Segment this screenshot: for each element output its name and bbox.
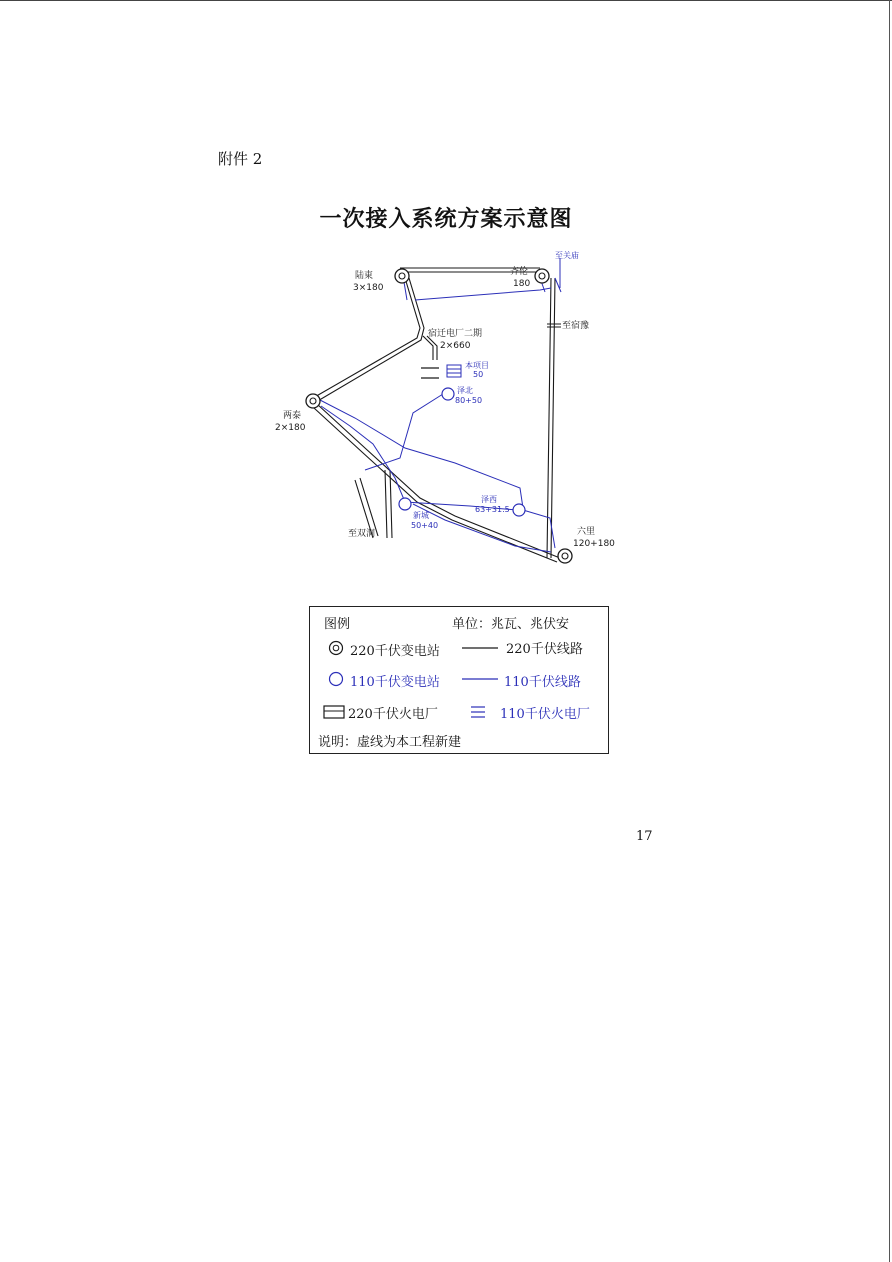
label-to-guanmiao: 至关庙 [555, 251, 579, 260]
suyu-lead [547, 319, 589, 331]
suqian-plant-name: 宿迁电厂二期 [428, 329, 483, 339]
sub220-icon [328, 640, 344, 656]
legend-title: 图例 [324, 617, 351, 632]
page-right-border [889, 0, 890, 1262]
line-110-zexi-liuli [523, 510, 555, 548]
project-name: 本项目 [465, 361, 489, 370]
xincheng-name: 新城 [413, 511, 429, 520]
attachment-label: 附件 2 [218, 150, 263, 168]
lumeng-name: 陆東 [355, 271, 374, 281]
legend-sub110-label: 110千伏变电站 [350, 675, 440, 690]
zexi-name: 泽西 [481, 495, 497, 504]
diagram-title: 一次接入系统方案示意图 [319, 206, 573, 232]
label-to-suyu: 至宿豫 [562, 321, 590, 331]
liangtai-capacity: 2×180 [275, 423, 306, 433]
grid-diagram [255, 248, 645, 578]
lumeng-capacity: 3×180 [353, 283, 384, 293]
xincheng-capacity: 50+40 [411, 521, 439, 530]
lumeng-substation [353, 269, 409, 293]
legend-plant220-label: 220千伏火电厂 [348, 707, 438, 722]
liuli-substation [558, 526, 615, 563]
qilun-name: 齐伦 [510, 267, 529, 277]
line220-icon [460, 640, 500, 656]
legend-line220-label: 220千伏线路 [506, 642, 583, 657]
line-110-middle [320, 400, 523, 508]
qilun-capacity: 180 [513, 279, 531, 289]
line-qilun-liuli [547, 278, 555, 558]
liangtai-substation [275, 394, 320, 433]
line-to-shuangdong [355, 470, 392, 538]
zebei-name: 泽北 [457, 386, 473, 395]
suqian-plant-capacity: 2×660 [440, 341, 471, 351]
line-lumeng-liangtai [313, 278, 424, 402]
legend-sub220-label: 220千伏变电站 [350, 644, 440, 659]
legend-box [309, 606, 609, 754]
zexi-capacity: 63+31.5 [475, 505, 510, 514]
plant220-icon [322, 703, 346, 721]
page-number: 17 [636, 829, 653, 844]
line110-icon [460, 671, 500, 687]
legend-note: 说明：虚线为本工程新建 [318, 735, 462, 750]
plant110-icon [468, 703, 488, 721]
label-to-shuangdong: 至双洞 [348, 529, 376, 539]
liuli-name: 六里 [577, 527, 596, 537]
legend-plant110-label: 110千伏火电厂 [500, 707, 590, 722]
liangtai-name: 两泰 [283, 411, 302, 421]
legend-unit: 单位：兆瓦、兆伏安 [452, 617, 570, 632]
page-top-border [0, 0, 892, 1]
liuli-capacity: 120+180 [573, 539, 615, 549]
project-plant [447, 360, 489, 379]
sub110-icon [328, 671, 344, 687]
legend-line110-label: 110千伏线路 [504, 675, 581, 690]
line-plant-tap [423, 336, 437, 360]
zebei-capacity: 80+50 [455, 396, 483, 405]
zexi-substation [475, 494, 525, 516]
project-capacity: 50 [473, 370, 484, 379]
zebei-substation [442, 385, 482, 405]
